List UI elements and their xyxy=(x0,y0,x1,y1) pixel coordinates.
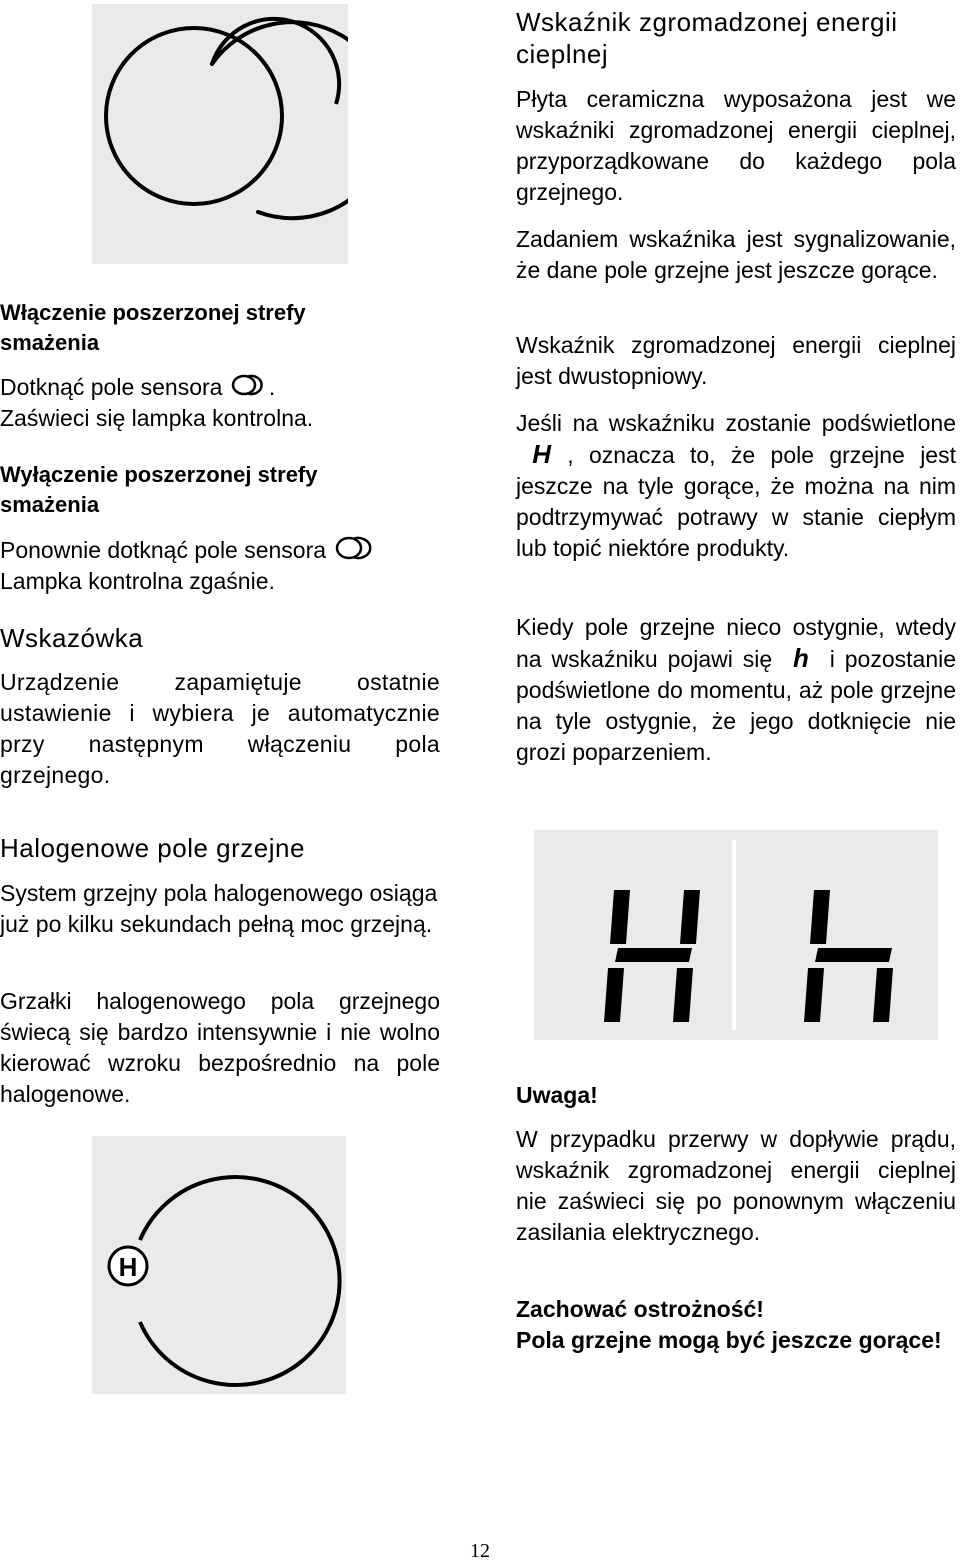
residual-heat-p1: Płyta ceramiczna wyposażona jest we wskaźniki zgromadzonej energii cieplnej, przyporządkowane do każdego pola grzejnego. xyxy=(516,86,956,205)
halogen-title: Halogenowe pole grzejne xyxy=(0,833,305,863)
section-title-enable-extended-zone: Włączenie poszerzonej strefy smażenia xyxy=(0,300,306,355)
disable-result: Lampka kontrolna zgaśnie. xyxy=(0,568,275,594)
dual-zone-sensor-icon xyxy=(231,373,267,404)
caution-line-2: Pola grzejne mogą być jeszcze gorące! xyxy=(516,1327,942,1353)
symbol-h: h xyxy=(793,643,809,673)
seven-segment-display xyxy=(534,830,938,1040)
indicator-display-figure xyxy=(534,830,938,1040)
enable-result: Zaświeci się lampka kontrolna. xyxy=(0,405,314,431)
residual-heat-p5: Kiedy pole grzejne nieco ostygnie, wtedy na wskaźniku pojawi się h i pozostanie podświetlone do momentu, aż pole grzejne na tyle ostygnie, że jego dotknięcie nie grozi poparzeniem. xyxy=(516,614,957,765)
halogen-zone-figure xyxy=(92,1136,346,1394)
disable-instruction: Ponownie dotknąć pole sensora xyxy=(0,535,440,568)
halogen-paragraph-1: System grzejny pola halogenowego osiąga już po kilku sekundach pełną moc grzejną. xyxy=(0,880,438,937)
residual-heat-p3: Wskaźnik zgromadzonej energii cieplnej jest dwustopniowy. xyxy=(516,332,956,389)
dual-circle-zone-icon xyxy=(92,4,348,264)
warning-text: W przypadku przerwy w dopływie prądu, wskaźnik zgromadzonej energii cieplnej nie zaświeci się po ponownym włączeniu zasilania elektrycznego. xyxy=(516,1126,956,1245)
halogen-zone-circle-icon xyxy=(92,1136,346,1394)
segment-H-icon xyxy=(604,890,700,1022)
halogen-paragraph-2: Grzałki halogenowego pola grzejnego świecą się bardzo intensywnie i nie wolno kierować wzroku bezpośrednio na pole halogenowe. xyxy=(0,988,440,1107)
page-number: 12 xyxy=(470,1540,490,1562)
tip-text: Urządzenie zapamiętuje ostatnie ustawienie i wybiera je automatycznie przy następnym włączeniu pola grzejnego. xyxy=(0,669,440,788)
dual-zone-figure xyxy=(92,4,348,264)
segment-h-icon xyxy=(804,890,893,1022)
caution-line-1: Zachować ostrożność! xyxy=(516,1296,764,1322)
dual-zone-sensor-icon xyxy=(334,536,378,568)
symbol-H: H xyxy=(532,439,551,469)
residual-heat-p4: Jeśli na wskaźniku zostanie podświetlone H , oznacza to, że pole grzejne jest jeszcze na tyle gorące, że można na nim podtrzymywać potrawy w stanie ciepłym lub topić niektóre produkty. xyxy=(516,410,956,561)
enable-instruction: Dotknąć pole sensora . xyxy=(0,372,440,404)
warning-title: Uwaga! xyxy=(516,1082,598,1108)
residual-heat-title: Wskaźnik zgromadzonej energii cieplnej xyxy=(516,7,898,69)
tip-title: Wskazówka xyxy=(0,623,144,653)
residual-heat-p2: Zadaniem wskaźnika jest sygnalizowanie, że dane pole grzejne jest jeszcze gorące. xyxy=(516,226,956,283)
halogen-h-label: H xyxy=(118,1252,138,1282)
section-title-disable-extended-zone: Wyłączenie poszerzonej strefy smażenia xyxy=(0,462,318,517)
